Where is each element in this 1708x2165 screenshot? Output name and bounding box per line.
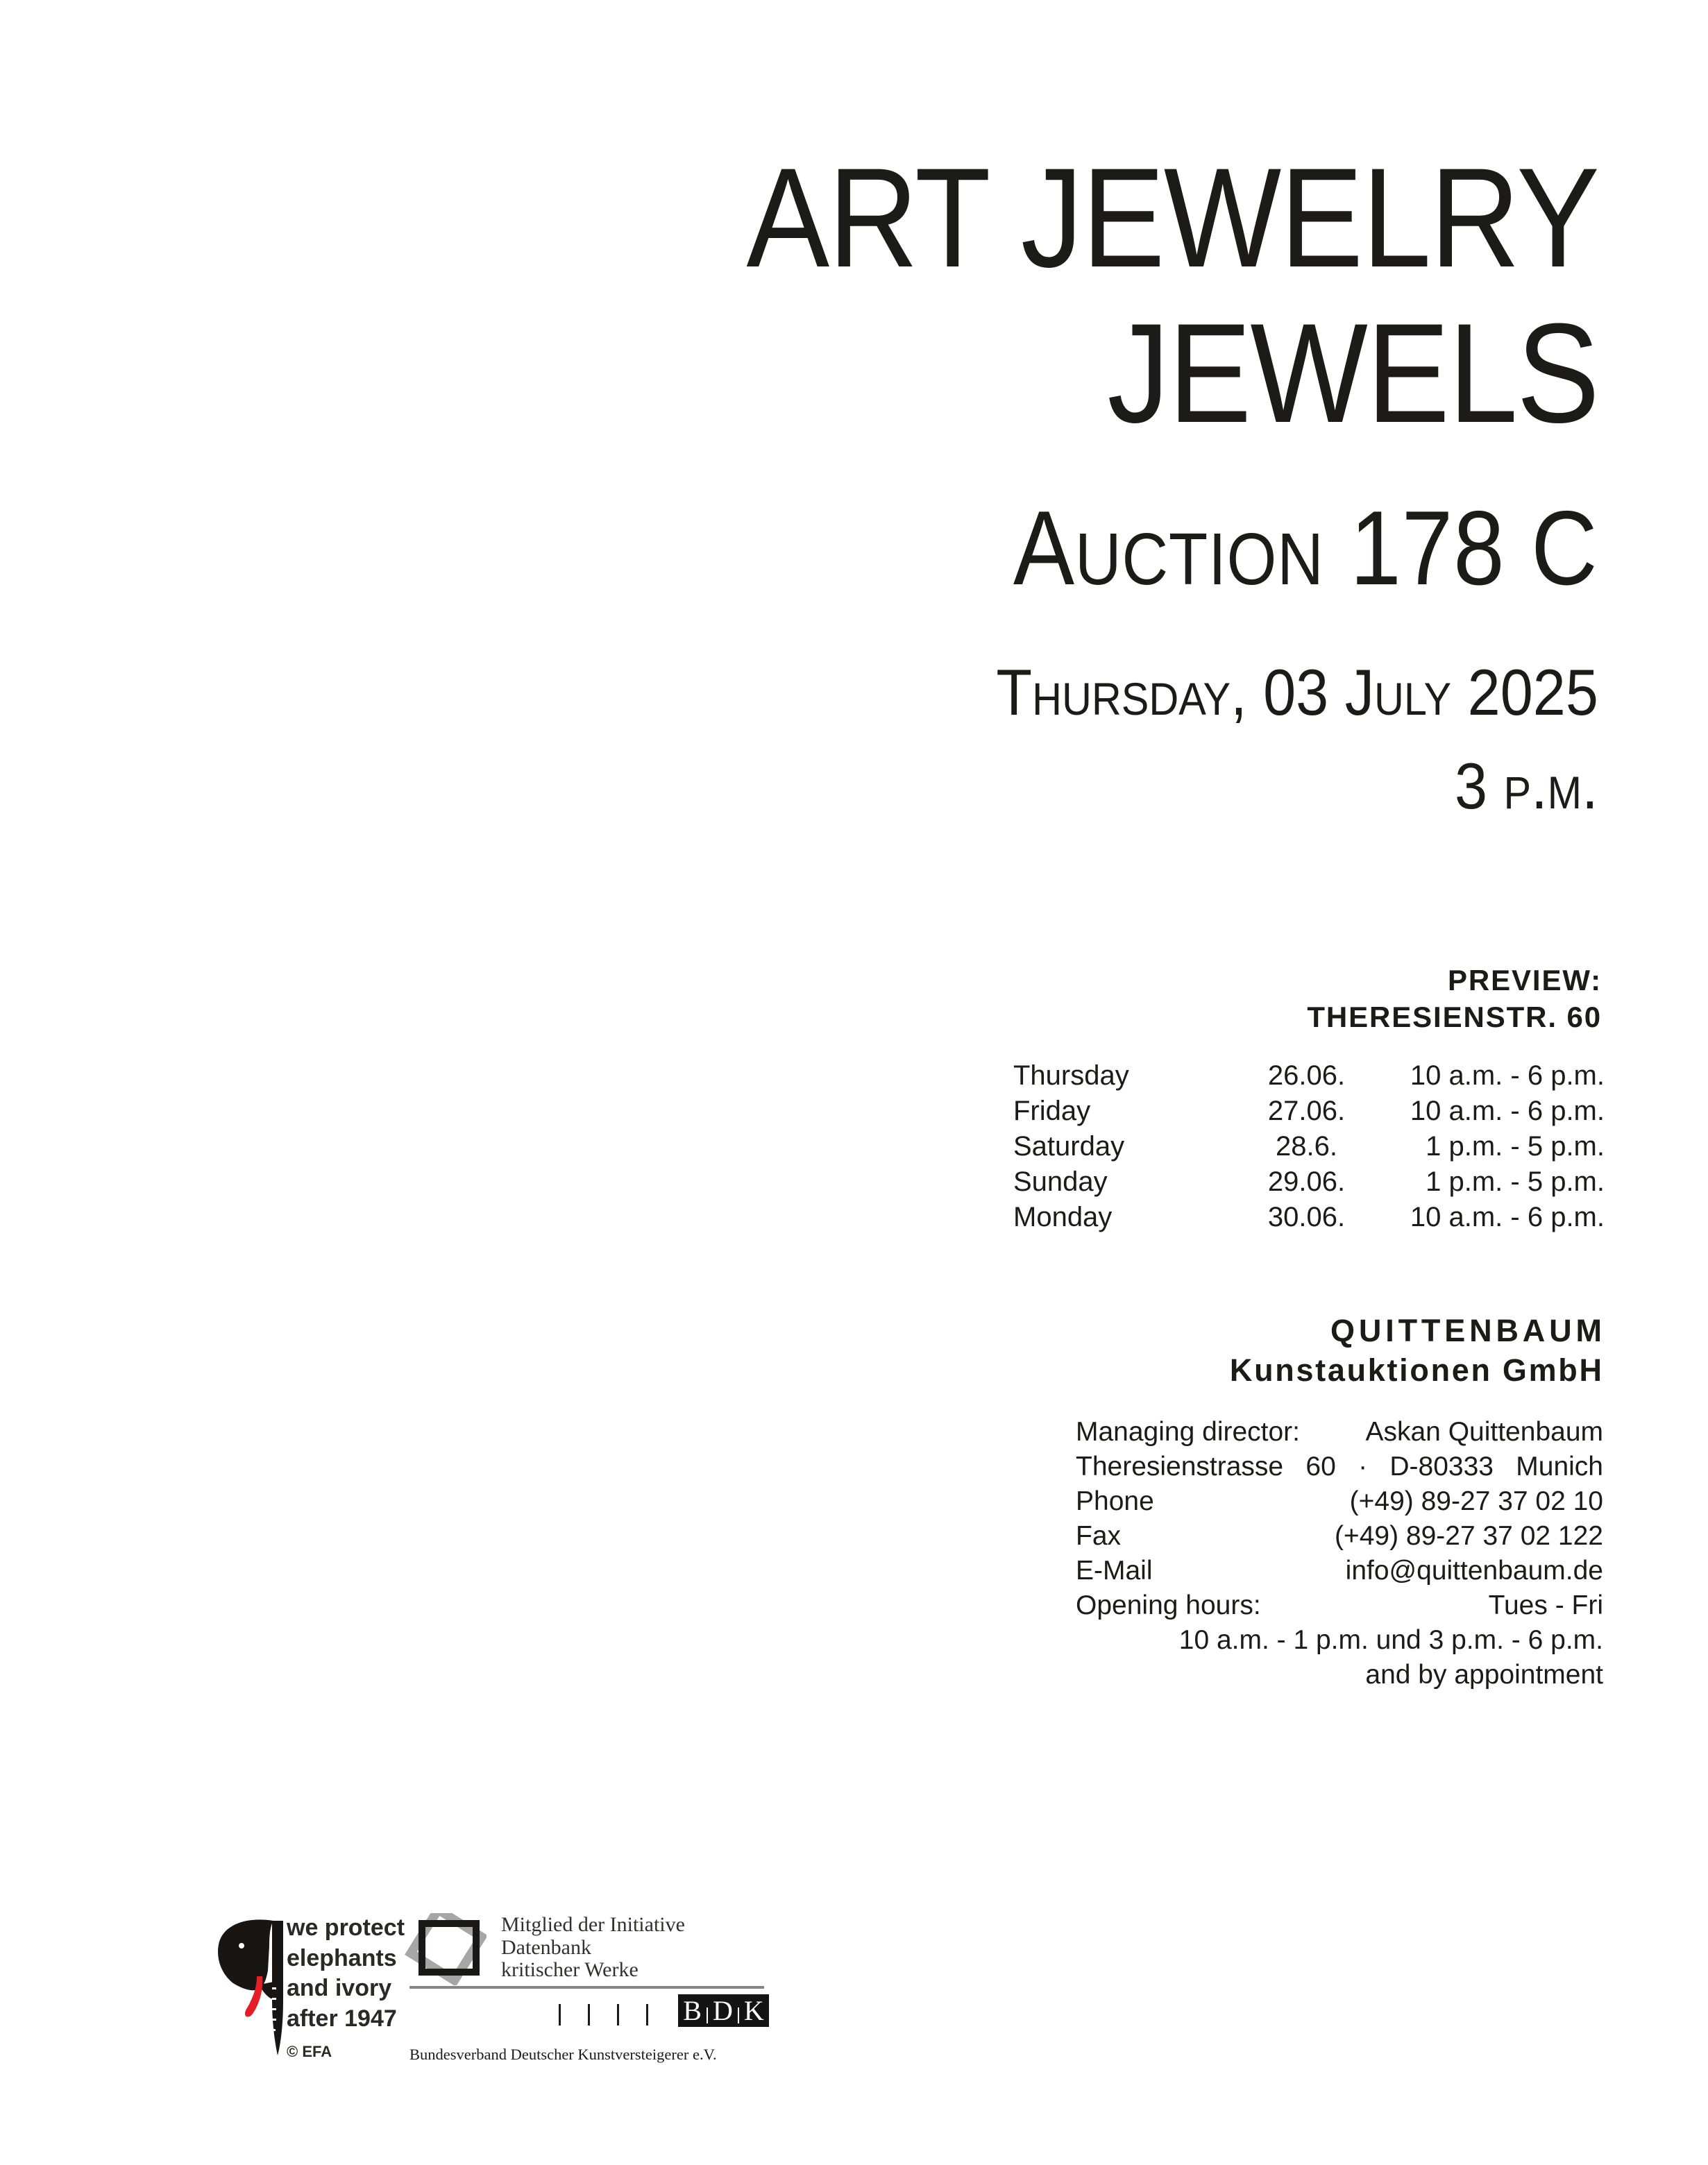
bdk-letter-b: B	[683, 1995, 702, 2026]
company-name	[1229, 1311, 1606, 1390]
schedule-row	[1013, 1094, 1605, 1129]
initiative-text-line-2: Datenbank	[501, 1935, 591, 1959]
schedule-time: 10 a.m. - 6 p.m.	[1410, 1096, 1605, 1126]
fax-row	[1076, 1519, 1603, 1554]
schedule-date: 29.06.	[1267, 1166, 1346, 1197]
bdk-letter-k: K	[743, 1995, 764, 2026]
schedule-day: Thursday	[1013, 1060, 1129, 1091]
fax-value: (+49) 89-27 37 02 122	[1334, 1521, 1603, 1551]
managing-director-value: Askan Quittenbaum	[1365, 1417, 1603, 1447]
schedule-day: Sunday	[1013, 1166, 1108, 1197]
tick-mark	[617, 2004, 619, 2026]
address-token: 60	[1305, 1452, 1336, 1481]
bdk-caption: Bundesverband Deutscher Kunstversteigerer e.V.	[409, 2046, 717, 2063]
initiative-text	[501, 1914, 685, 1982]
title-line-1: ART JEWELRY	[746, 139, 1598, 297]
preview-location: THERESIENSTR. 60	[1307, 1001, 1602, 1033]
bdk-letter-d: D	[712, 1995, 733, 2026]
efa-slogan-line-4: after 1947	[287, 2005, 397, 2032]
contact-block	[1076, 1415, 1603, 1692]
opening-hours-note: and by appointment	[1365, 1660, 1603, 1690]
title-line-2: JEWELS	[1107, 294, 1598, 452]
page-title	[746, 140, 1598, 451]
address-token: Munich	[1516, 1452, 1603, 1481]
schedule-row	[1013, 1200, 1605, 1235]
phone-row	[1076, 1484, 1603, 1519]
divider-rule	[409, 1986, 764, 1989]
email-value: info@quittenbaum.de	[1345, 1556, 1603, 1586]
schedule-time: 10 a.m. - 6 p.m.	[1410, 1060, 1605, 1091]
schedule-time: 1 p.m. - 5 p.m.	[1426, 1166, 1605, 1197]
company-name-line-2: Kunstauktionen GmbH	[1229, 1352, 1604, 1388]
schedule-day: Friday	[1013, 1096, 1091, 1126]
phone-label: Phone	[1076, 1486, 1154, 1516]
opening-hours-label: Opening hours:	[1076, 1590, 1261, 1620]
opening-hours-times: 10 a.m. - 1 p.m. und 3 p.m. - 6 p.m.	[1178, 1625, 1603, 1655]
bdk-separator	[738, 2007, 739, 2023]
schedule-day: Monday	[1013, 1202, 1113, 1232]
bdk-tick-marks	[559, 2004, 648, 2026]
efa-slogan-line-1: we protect	[287, 1914, 405, 1941]
fax-label: Fax	[1076, 1521, 1122, 1551]
managing-director-row	[1076, 1415, 1603, 1450]
address-row	[1076, 1450, 1603, 1484]
preview-heading	[1307, 962, 1602, 1035]
bdk-separator	[707, 2007, 708, 2023]
address-token: Theresienstrasse	[1076, 1452, 1284, 1481]
efa-slogan-line-2: elephants	[287, 1944, 397, 1971]
tick-mark	[646, 2004, 648, 2026]
schedule-time: 1 p.m. - 5 p.m.	[1426, 1131, 1605, 1162]
schedule-time: 10 a.m. - 6 p.m.	[1410, 1202, 1605, 1232]
schedule-row	[1013, 1129, 1605, 1164]
email-row	[1076, 1554, 1603, 1588]
schedule-date: 26.06.	[1267, 1060, 1346, 1091]
initiative-text-line-1: Mitglied der Initiative	[501, 1913, 685, 1936]
schedule-date: 27.06.	[1267, 1096, 1346, 1126]
efa-credit: © EFA	[287, 2043, 332, 2060]
tick-mark	[588, 2004, 590, 2026]
phone-value: (+49) 89-27 37 02 10	[1349, 1486, 1603, 1516]
schedule-date: 30.06.	[1267, 1202, 1346, 1232]
opening-hours-row	[1076, 1588, 1603, 1623]
managing-director-label: Managing director:	[1076, 1417, 1301, 1447]
efa-slogan-line-3: and ivory	[287, 1975, 392, 2001]
opening-hours-days: Tues - Fri	[1488, 1590, 1603, 1620]
tick-mark	[559, 2004, 561, 2026]
preview-label: PREVIEW:	[1447, 964, 1602, 996]
company-name-line-1: QUITTENBAUM	[1330, 1313, 1606, 1348]
schedule-row	[1013, 1164, 1605, 1200]
bdk-logo	[678, 1994, 769, 2027]
auction-time: 3 p.m.	[1455, 749, 1598, 822]
auction-heading: Auction 178 C	[1013, 489, 1598, 607]
schedule-day: Saturday	[1013, 1131, 1125, 1162]
address-token: D-80333	[1389, 1452, 1494, 1481]
address-token: ·	[1358, 1452, 1368, 1481]
email-label: E-Mail	[1076, 1556, 1153, 1586]
schedule-date: 28.6.	[1276, 1131, 1337, 1162]
preview-schedule-table	[1013, 1058, 1605, 1235]
initiative-datenbank-logo-icon	[405, 1913, 487, 1985]
schedule-row	[1013, 1058, 1605, 1094]
auction-date: Thursday, 03 July 2025	[996, 656, 1598, 729]
elephant-icon	[214, 1918, 283, 2060]
initiative-text-line-3: kritischer Werke	[501, 1958, 639, 1981]
efa-slogan	[287, 1913, 405, 2034]
